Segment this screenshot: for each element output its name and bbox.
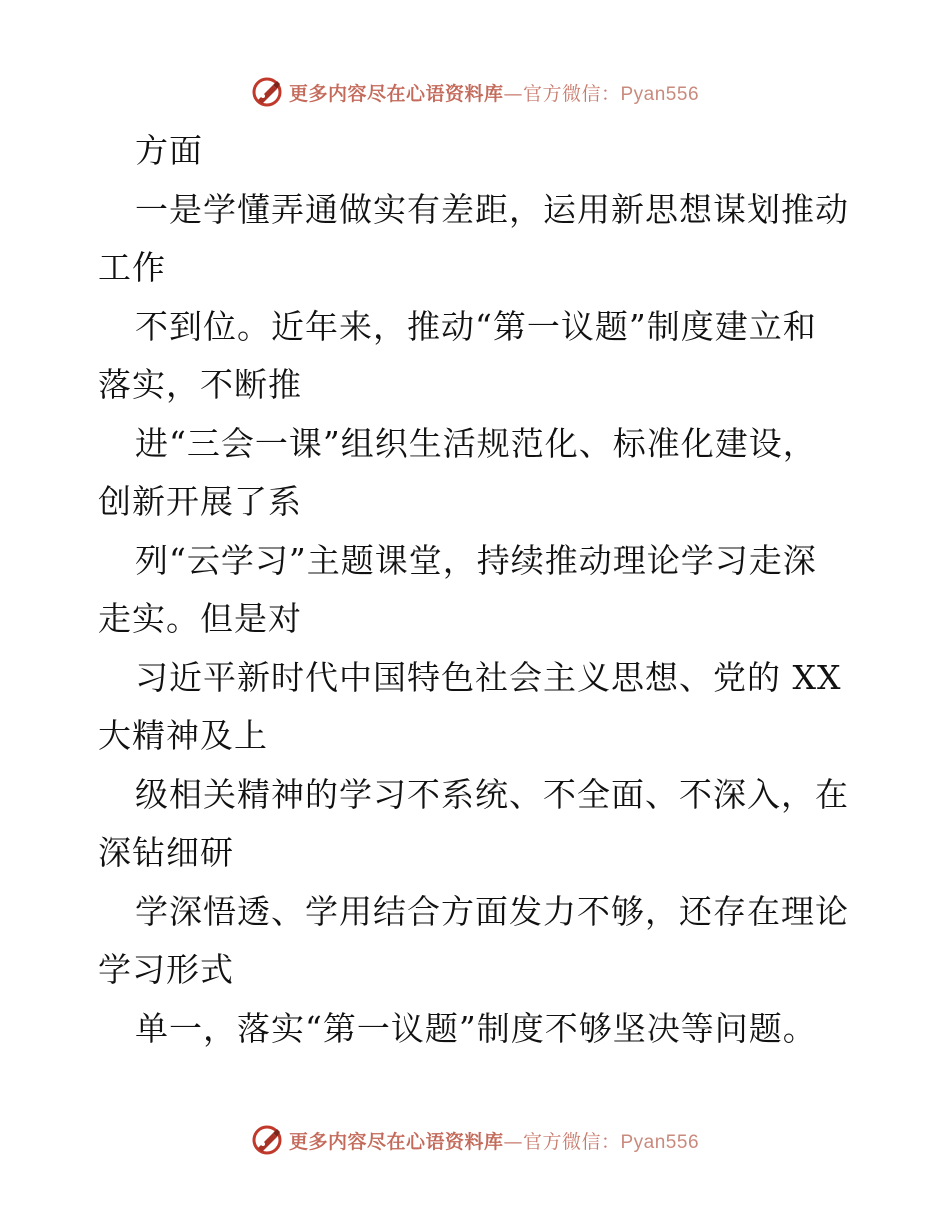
document-body (98, 122, 858, 1058)
text-line: 列“云学习”主题课堂，持续推动理论学习走深 (135, 540, 817, 580)
text-line: 落实，不断推 (98, 365, 302, 404)
text-line: 级相关精神的学习不系统、不全面、不深入，在 (135, 774, 849, 814)
text-line: 不到位。近年来，推动“第一议题”制度建立和 (135, 306, 817, 346)
watermark-text: 更多内容尽在心语资料库—官方微信：Pyan556 (288, 82, 700, 105)
text-line: 学习形式 (98, 950, 234, 989)
text-line: 进“三会一课”组织生活规范化、标准化建设， (135, 423, 817, 463)
text-line: 走实。但是对 (98, 599, 302, 638)
text-line: 单一，落实“第一议题”制度不够坚决等问题。 (135, 1008, 817, 1048)
pen-logo-icon (251, 1124, 283, 1156)
text-line: 深钻细研 (98, 833, 234, 872)
text-line: 大精神及上 (98, 716, 268, 755)
header-watermark (0, 72, 950, 112)
footer-watermark (0, 1120, 950, 1160)
watermark-text: 更多内容尽在心语资料库—官方微信：Pyan556 (288, 1130, 700, 1153)
text-line: 工作 (98, 248, 166, 287)
text-line: 一是学懂弄通做实有差距，运用新思想谋划推动 (135, 189, 849, 229)
pen-logo-icon (251, 76, 283, 108)
text-line: 习近平新时代中国特色社会主义思想、党的 XX (135, 657, 842, 697)
text-line: 学深悟透、学用结合方面发力不够，还存在理论 (135, 891, 849, 931)
text-line: 创新开展了系 (98, 482, 302, 521)
text-line: 方面 (135, 131, 203, 170)
